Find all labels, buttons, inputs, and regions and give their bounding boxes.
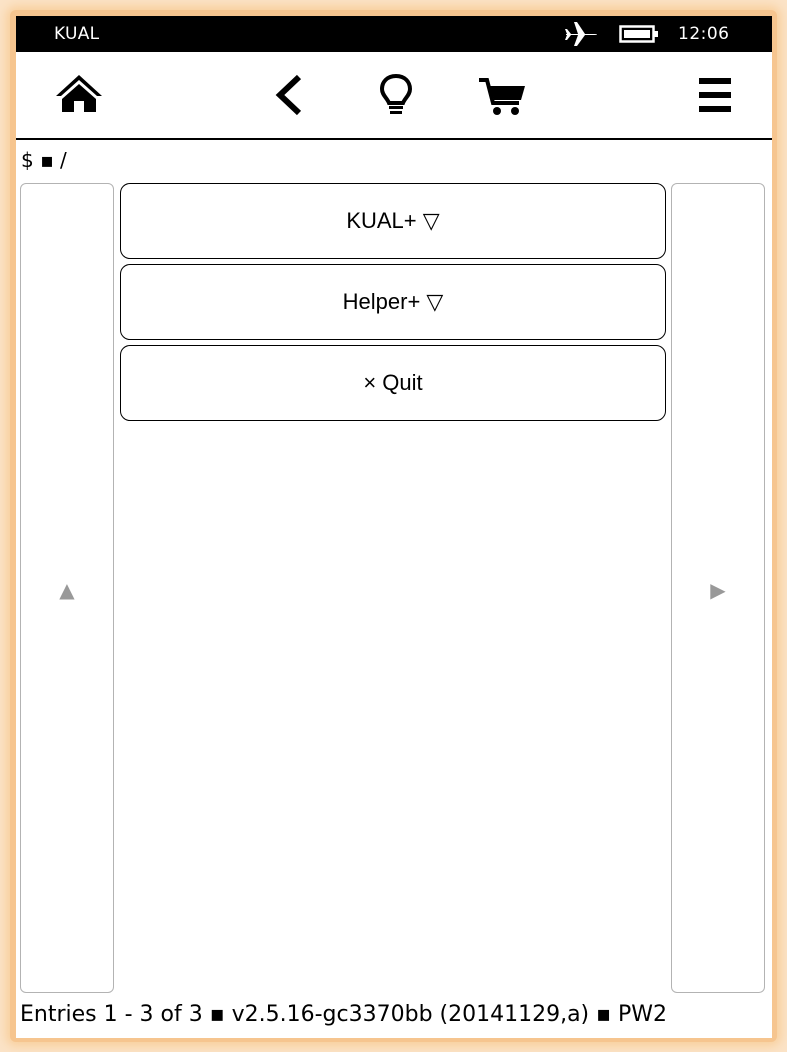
current-path: $ ▪ / [21,148,67,172]
status-title: KUAL [54,24,100,44]
toolbar [16,52,772,140]
kindle-screen [16,16,772,1038]
page-up-panel[interactable] [20,183,114,993]
lightbulb-icon[interactable] [369,70,423,120]
menu-item-helper[interactable]: Helper+ ▽ [120,264,666,340]
menu-item-quit[interactable]: × Quit [120,345,666,421]
back-chevron-icon[interactable] [263,70,317,120]
footer-status: Entries 1 - 3 of 3 ▪ v2.5.16-gc3370bb (20141129,a) ▪ PW2 [20,1002,668,1027]
page-next-panel[interactable] [671,183,765,993]
cart-icon[interactable] [475,70,529,120]
hamburger-menu-icon[interactable] [687,70,741,120]
menu-item-kual[interactable]: KUAL+ ▽ [120,183,666,259]
status-bar [16,16,772,52]
up-arrow-icon: ▲ [59,578,75,602]
menu-list [120,183,666,426]
home-icon[interactable] [52,70,106,120]
next-arrow-icon: ▶ [710,578,726,602]
status-clock: 12:06 [678,24,730,44]
battery-icon [619,24,659,44]
airplane-icon [564,20,598,48]
